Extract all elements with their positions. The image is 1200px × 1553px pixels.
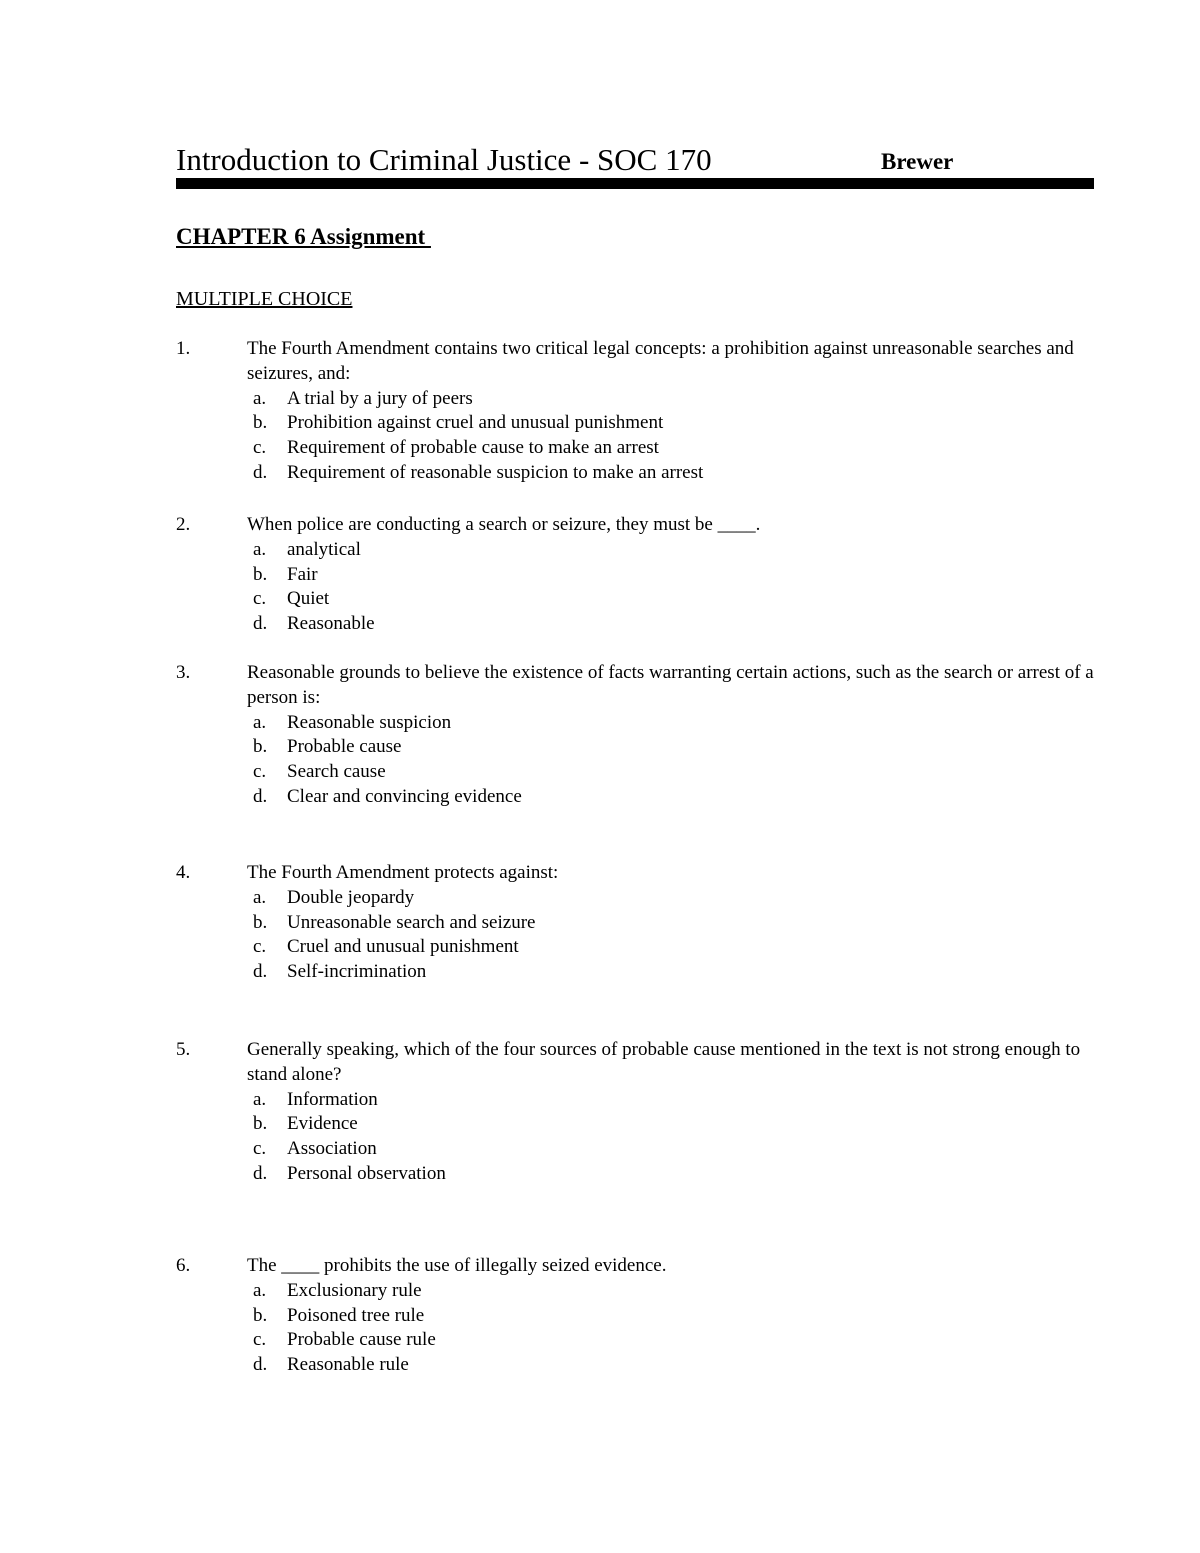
option-letter: a. [253,711,267,733]
option-list [176,886,1096,985]
option-letter: b. [253,911,268,933]
option-b [253,911,1096,936]
question-number: 2. [176,514,191,535]
option-d [253,1353,1096,1378]
question-number: 5. [176,1039,191,1060]
option-text: Double jeopardy [287,886,415,908]
question-6 [176,1254,1096,1378]
option-c [253,587,1096,612]
option-text: Cruel and unusual punishment [287,936,519,958]
question-number: 4. [176,862,191,883]
option-text: Reasonable suspicion [287,711,452,733]
option-letter: c. [253,1329,267,1351]
header-rule [176,178,1094,189]
option-a [253,886,1096,911]
option-text: A trial by a jury of peers [287,387,473,409]
option-letter: d. [253,613,268,635]
option-text: Exclusionary rule [287,1279,422,1301]
option-c [253,760,1096,785]
option-text: Clear and convincing evidence [287,785,522,807]
option-a [253,1279,1096,1304]
option-d [253,785,1096,810]
option-text: Probable cause rule [287,1329,436,1351]
option-list [176,387,1096,486]
option-text: Probable cause [287,736,402,758]
option-letter: c. [253,936,267,958]
option-letter: c. [253,437,267,459]
option-text: Search cause [287,761,386,783]
option-d [253,612,1096,637]
question-number: 1. [176,338,191,359]
option-letter: c. [253,1138,267,1160]
option-text: Information [287,1088,378,1110]
option-letter: d. [253,961,268,983]
option-list [176,538,1096,637]
option-text: Quiet [287,588,330,610]
option-d [253,960,1096,985]
option-text: Reasonable rule [287,1354,409,1376]
option-c [253,1328,1096,1353]
question-2 [176,513,1096,637]
option-d [253,461,1096,486]
option-letter: c. [253,761,267,783]
option-text: Poisoned tree rule [287,1304,425,1326]
option-text: Unreasonable search and seizure [287,911,536,933]
option-a [253,711,1096,736]
question-text: Reasonable grounds to believe the existence of facts warranting certain actions, such as the search or arrest of a person is: [247,662,1094,708]
option-list [176,1088,1096,1187]
option-text: analytical [287,538,361,560]
option-d [253,1162,1096,1187]
option-text: Requirement of reasonable suspicion to make an arrest [287,461,704,483]
option-b [253,411,1096,436]
option-letter: a. [253,387,267,409]
option-text: Personal observation [287,1162,446,1184]
question-4 [176,861,1096,985]
option-letter: c. [253,588,267,610]
instructor-name: Brewer [881,149,954,174]
option-text: Self-incrimination [287,961,427,983]
option-b [253,563,1096,588]
option-a [253,538,1096,563]
option-letter: b. [253,563,268,585]
option-list [176,1279,1096,1378]
option-text: Fair [287,563,318,585]
section-heading: MULTIPLE CHOICE [176,288,353,310]
option-letter: d. [253,785,268,807]
option-letter: a. [253,538,267,560]
option-letter: b. [253,412,268,434]
option-letter: d. [253,1354,268,1376]
option-text: Association [287,1138,377,1160]
option-letter: b. [253,1113,268,1135]
option-letter: a. [253,1279,267,1301]
option-list [176,711,1096,810]
question-text: Generally speaking, which of the four sources of probable cause mentioned in the text is not strong enough to stand alone? [247,1039,1081,1085]
question-1 [176,337,1096,486]
option-b [253,1304,1096,1329]
option-b [253,1112,1096,1137]
option-c [253,1137,1096,1162]
option-text: Prohibition against cruel and unusual punishment [287,412,664,434]
option-text: Requirement of probable cause to make an arrest [287,437,659,459]
question-text: The Fourth Amendment contains two critical legal concepts: a prohibition against unreasonable searches and seizures, and: [247,338,1074,384]
question-text: When police are conducting a search or seizure, they must be ____. [247,514,761,535]
option-letter: d. [253,1162,268,1184]
option-a [253,387,1096,412]
option-letter: d. [253,461,268,483]
question-5 [176,1038,1096,1187]
question-text: The Fourth Amendment protects against: [247,862,559,883]
option-letter: a. [253,1088,267,1110]
option-c [253,935,1096,960]
option-a [253,1088,1096,1113]
question-text: The ____ prohibits the use of illegally seized evidence. [247,1255,667,1276]
option-letter: b. [253,1304,268,1326]
question-number: 3. [176,662,191,683]
option-text: Reasonable [287,613,375,635]
chapter-heading: CHAPTER 6 Assignment [176,224,431,249]
option-b [253,735,1096,760]
option-c [253,436,1096,461]
question-number: 6. [176,1255,191,1276]
option-letter: a. [253,886,267,908]
question-3 [176,661,1096,810]
option-text: Evidence [287,1113,358,1135]
option-letter: b. [253,736,268,758]
course-title: Introduction to Criminal Justice - SOC 170 [176,142,712,177]
